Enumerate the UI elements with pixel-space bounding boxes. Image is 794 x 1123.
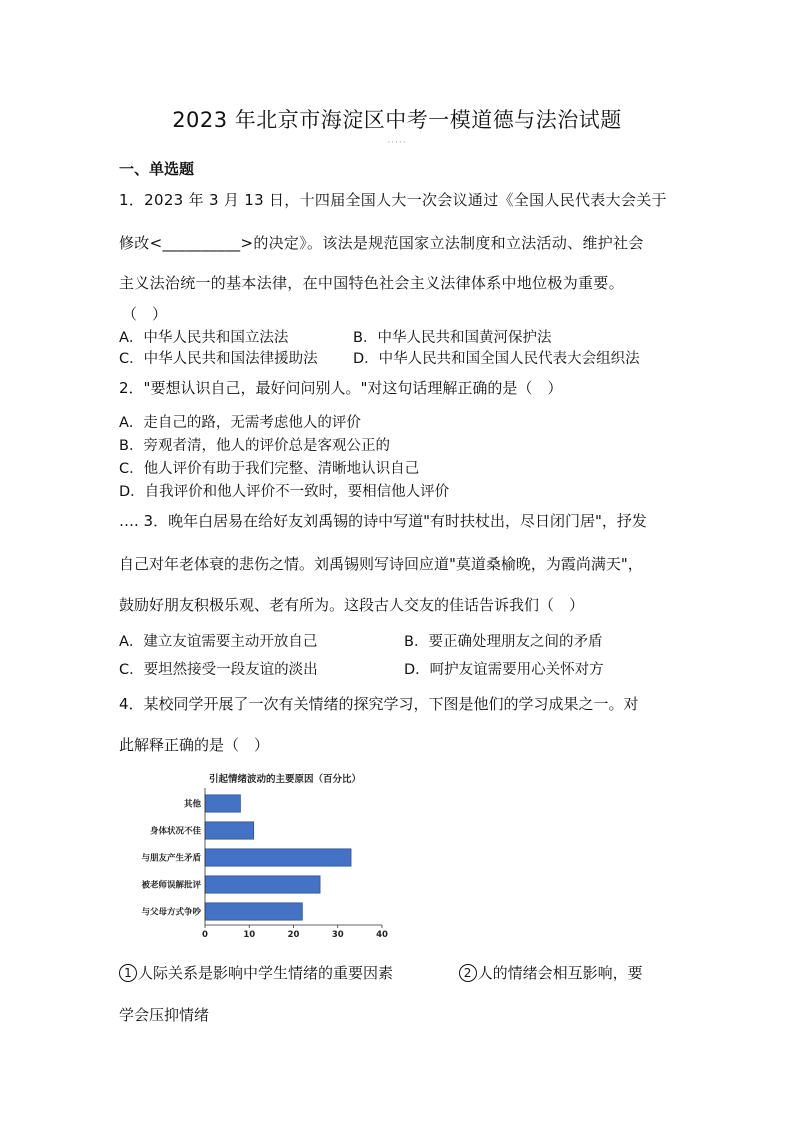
q2-option-c: C．他人评价有助于我们完整、清晰地认识自己 [119,461,420,477]
circle-number-2-icon: 2 [459,964,477,982]
q4-stem-line-2: 此解释正确的是（ ） [119,736,270,754]
q3-stem-line-3: 鼓励好朋友积极乐观、老有所为。这段古人交友的佳话告诉我们（ ） [119,596,585,614]
chart-category-label: 与父母方式争吵 [141,907,201,918]
chart-bar [205,822,254,839]
q4-option-1-text: 人际关系是影响中学生情绪的重要因素 [138,964,394,982]
q1-answer-paren: （ ） [122,305,168,323]
q1-stem-line-1: 1．2023 年 3 月 13 日，十四届全国人大一次会议通过《全国人民代表大会关于 [119,191,667,209]
q4-option-2-text: 人的情绪会相互影响，要 [477,964,643,982]
q1-option-a: A．中华人民共和国立法法 [119,330,289,346]
circle-number-1-icon: 1 [119,964,137,982]
chart-bar [205,876,320,893]
chart-title: 引起情绪波动的主要原因（百分比） [209,774,362,785]
q4-options-line [119,962,689,983]
q1-stem-line-2: 修改<__________>的决定》。该法是规范国家立法制度和立法活动、维护社会 [119,234,644,252]
q4-option-2 [459,964,643,982]
q2-option-a: A．走自己的路，无需考虑他人的评价 [119,415,361,431]
q2-option-d: D．自我评价和他人评价不一致时，要相信他人评价 [119,484,450,500]
chart-bar [205,903,302,920]
chart-category-label: 被老师误解批评 [141,880,201,891]
chart-x-tick-label: 10 [243,930,256,940]
chart-category-label: 与朋友产生矛盾 [141,853,201,864]
q3-stem-line-1: …. 3．晚年白居易在给好友刘禹锡的诗中写道"有时扶杖出，尽日闭门居"，抒发 [119,512,647,530]
q4-stem-line-1: 4．某校同学开展了一次有关情绪的探究学习，下图是他们的学习成果之一。对 [119,695,639,713]
q2-option-b: B．旁观者清，他人的评价总是客观公正的 [119,438,390,454]
title-dots: ····· [387,138,407,148]
q3-option-a: A．建立友谊需要主动开放自己 [119,634,318,650]
chart-category-label: 其他 [183,799,201,810]
q4-option-2-continued: 学会压抑情绪 [119,1006,210,1024]
chart-x-tick-label: 20 [287,930,300,940]
chart-plot-area [141,788,388,940]
q3-option-c: C．要坦然接受一段友谊的淡出 [119,662,318,678]
section-heading: 一、单选题 [119,160,195,178]
q1-option-b: B．中华人民共和国黄河保护法 [353,330,552,346]
q1-option-d: D．中华人民共和国全国人民代表大会组织法 [353,351,640,367]
q3-option-b: B．要正确处理朋友之间的矛盾 [404,634,603,650]
chart-bar [205,849,351,866]
q1-option-c: C．中华人民共和国法律援助法 [119,351,318,367]
bar-chart-svg [119,768,409,948]
page-title: 2023 年北京市海淀区中考一模道德与法治试题 [172,108,622,132]
chart-x-tick-label: 40 [376,930,388,940]
chart-x-tick-label: 30 [331,930,344,940]
q1-stem-line-3: 主义法治统一的基本法律，在中国特色社会主义法律体系中地位极为重要。 [119,274,624,292]
q4-option-1 [119,964,393,982]
chart-x-tick-label: 0 [202,930,208,940]
q3-option-d: D．呵护友谊需要用心关怀对方 [404,662,604,678]
chart-bar [205,795,240,812]
chart-category-label: 身体状况不佳 [149,826,201,837]
emotion-causes-chart [119,768,409,948]
q2-stem: 2．"要想认识自己，最好问问别人。"对这句话理解正确的是（ ） [119,379,563,397]
q3-stem-line-2: 自己对年老体衰的悲伤之情。刘禹锡则写诗回应道"莫道桑榆晚，为霞尚满天"， [119,555,643,573]
